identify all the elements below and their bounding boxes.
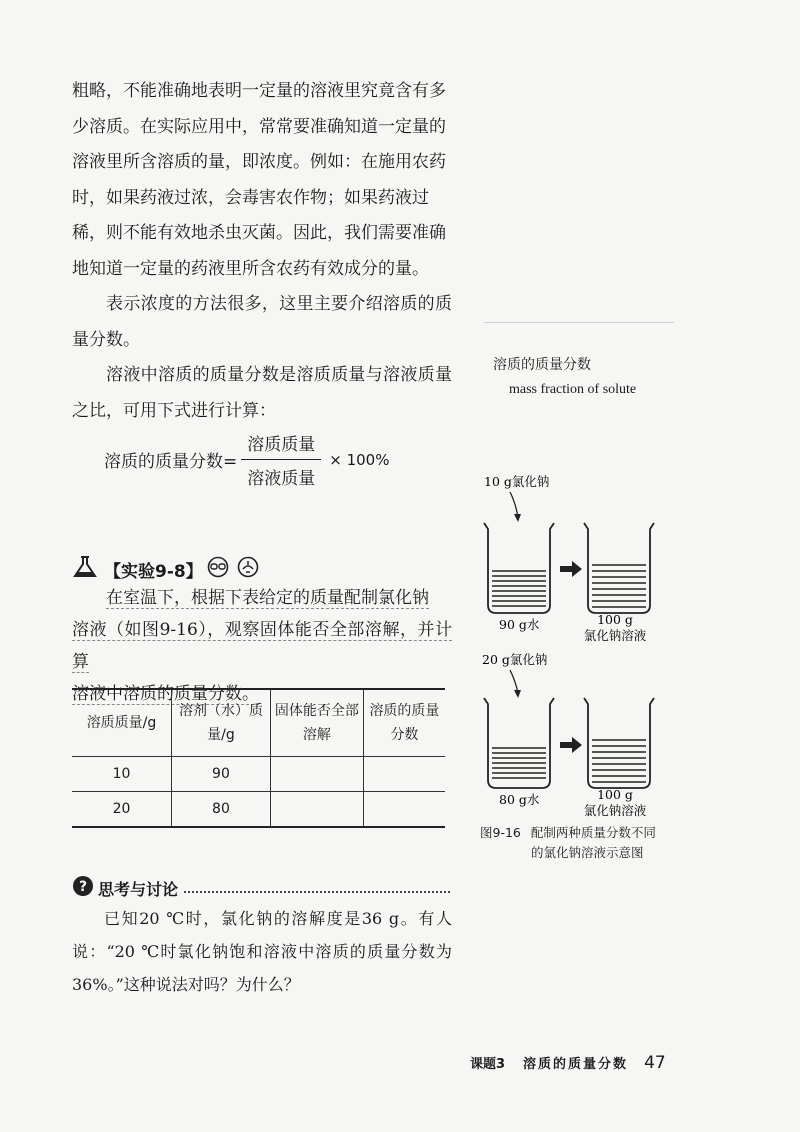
formula-denominator: 溶液质量 (247, 469, 316, 489)
p1-line: 时，如果药液过浓，会毒害农作物；如果药液过 (72, 187, 429, 208)
p1-line: 地知道一定量的药液里所含农药有效成分的量。 (72, 258, 429, 279)
paragraph-2: 表示浓度的方法很多，这里主要介绍溶质的质量分数。 (72, 294, 452, 350)
goggles-icon (207, 556, 229, 583)
footer-title: 溶质的质量分数 (523, 1057, 629, 1072)
p1-line: 粗略，不能准确地表明一定量的溶液里究竟含有多 (72, 81, 446, 101)
flask-icon (72, 555, 98, 584)
page-footer (470, 1053, 666, 1073)
experiment-line: 溶液（如图9-16），观察固体能否全部溶解，并计算 (72, 620, 452, 672)
caption-line-1: 配制两种质量分数不同 (530, 825, 656, 840)
figure-caption (480, 823, 656, 863)
sidebar-divider (484, 322, 674, 323)
discussion-title: 思考与讨论 (98, 879, 179, 899)
paragraph-1 (72, 74, 452, 287)
top-added-label: 10 g氯化钠 (484, 474, 550, 489)
formula-fraction (241, 430, 321, 489)
bottom-arrow-right-icon (560, 737, 582, 753)
top-result-mass: 100 g (597, 612, 633, 627)
experiment-title: 【实验9-8】 (104, 562, 203, 582)
table-cell: 80 (172, 792, 271, 828)
top-beaker-solution (584, 523, 654, 613)
bottom-beaker-solution (584, 698, 654, 788)
term-chinese: 溶质的质量分数 (493, 357, 591, 373)
experiment-table (72, 688, 445, 828)
experiment-line: 在室温下，根据下表给定的质量配制氯化钠 (106, 588, 429, 608)
table-cell (363, 757, 445, 792)
top-water-label: 90 g水 (499, 617, 540, 632)
table-row (72, 757, 445, 792)
question-icon (72, 875, 94, 901)
dotted-divider (184, 883, 450, 893)
bottom-water-label: 80 g水 (499, 792, 540, 807)
col-mass-fraction: 溶质的质量分数 (363, 689, 445, 757)
col-fully-dissolved: 固体能否全部溶解 (270, 689, 363, 757)
table-cell: 10 (72, 757, 172, 792)
col-solute-mass: 溶质质量/g (72, 689, 172, 757)
mass-fraction-formula (104, 430, 389, 489)
footer-lesson: 课题3 (470, 1057, 506, 1072)
discussion-heading (72, 875, 450, 901)
caption-line-2: 的氯化钠溶液示意图 (531, 845, 644, 860)
term-english: mass fraction of solute (509, 382, 637, 397)
p1-line: 溶液里所含溶质的量，即浓度。例如：在施用农药 (72, 152, 446, 172)
bottom-result-mass: 100 g (597, 787, 633, 802)
top-result-name: 氯化钠溶液 (583, 628, 647, 643)
top-arrow-right-icon (560, 561, 582, 577)
table-row (72, 792, 445, 828)
bottom-result-name: 氯化钠溶液 (583, 803, 647, 818)
formula-multiplier: × 100% (329, 450, 390, 469)
p1-line: 少溶质。在实际应用中，常常要准确知道一定量的 (72, 116, 446, 137)
formula-numerator: 溶质质量 (241, 430, 321, 460)
table-cell: 20 (72, 792, 172, 828)
top-beaker-water (484, 523, 554, 613)
table-cell (270, 792, 363, 828)
table-header-row (72, 689, 445, 757)
table-cell (363, 792, 445, 828)
col-solvent-mass: 溶剂（水）质量/g (172, 689, 271, 757)
table-cell (270, 757, 363, 792)
main-text (72, 74, 452, 429)
paragraph-3: 溶液中溶质的质量分数是溶质质量与溶液质量之比，可用下式进行计算： (72, 365, 452, 421)
bottom-added-label: 20 g氯化钠 (482, 652, 548, 667)
formula-lhs: 溶质的质量分数= (104, 452, 238, 472)
p1-line: 稀，则不能有效地杀虫灭菌。因此，我们需要准确 (72, 223, 446, 243)
discussion-text: 已知20 ℃时，氯化钠的溶解度是36 g。有人说：“20 ℃时氯化钠饱和溶液中溶质的质量分数为36%。”这种说法对吗？为什么？ (72, 909, 452, 994)
svg-text:?: ? (78, 879, 88, 895)
caption-number: 图9-16 (480, 825, 521, 840)
table-cell: 90 (172, 757, 271, 792)
page-number: 47 (644, 1053, 666, 1073)
bottom-beaker-water (484, 698, 554, 788)
figure-9-16 (472, 468, 682, 868)
hand-wash-icon (237, 556, 259, 583)
experiment-heading (72, 555, 265, 584)
experiment-line: 溶液中溶质的质量分数。 (72, 684, 259, 704)
